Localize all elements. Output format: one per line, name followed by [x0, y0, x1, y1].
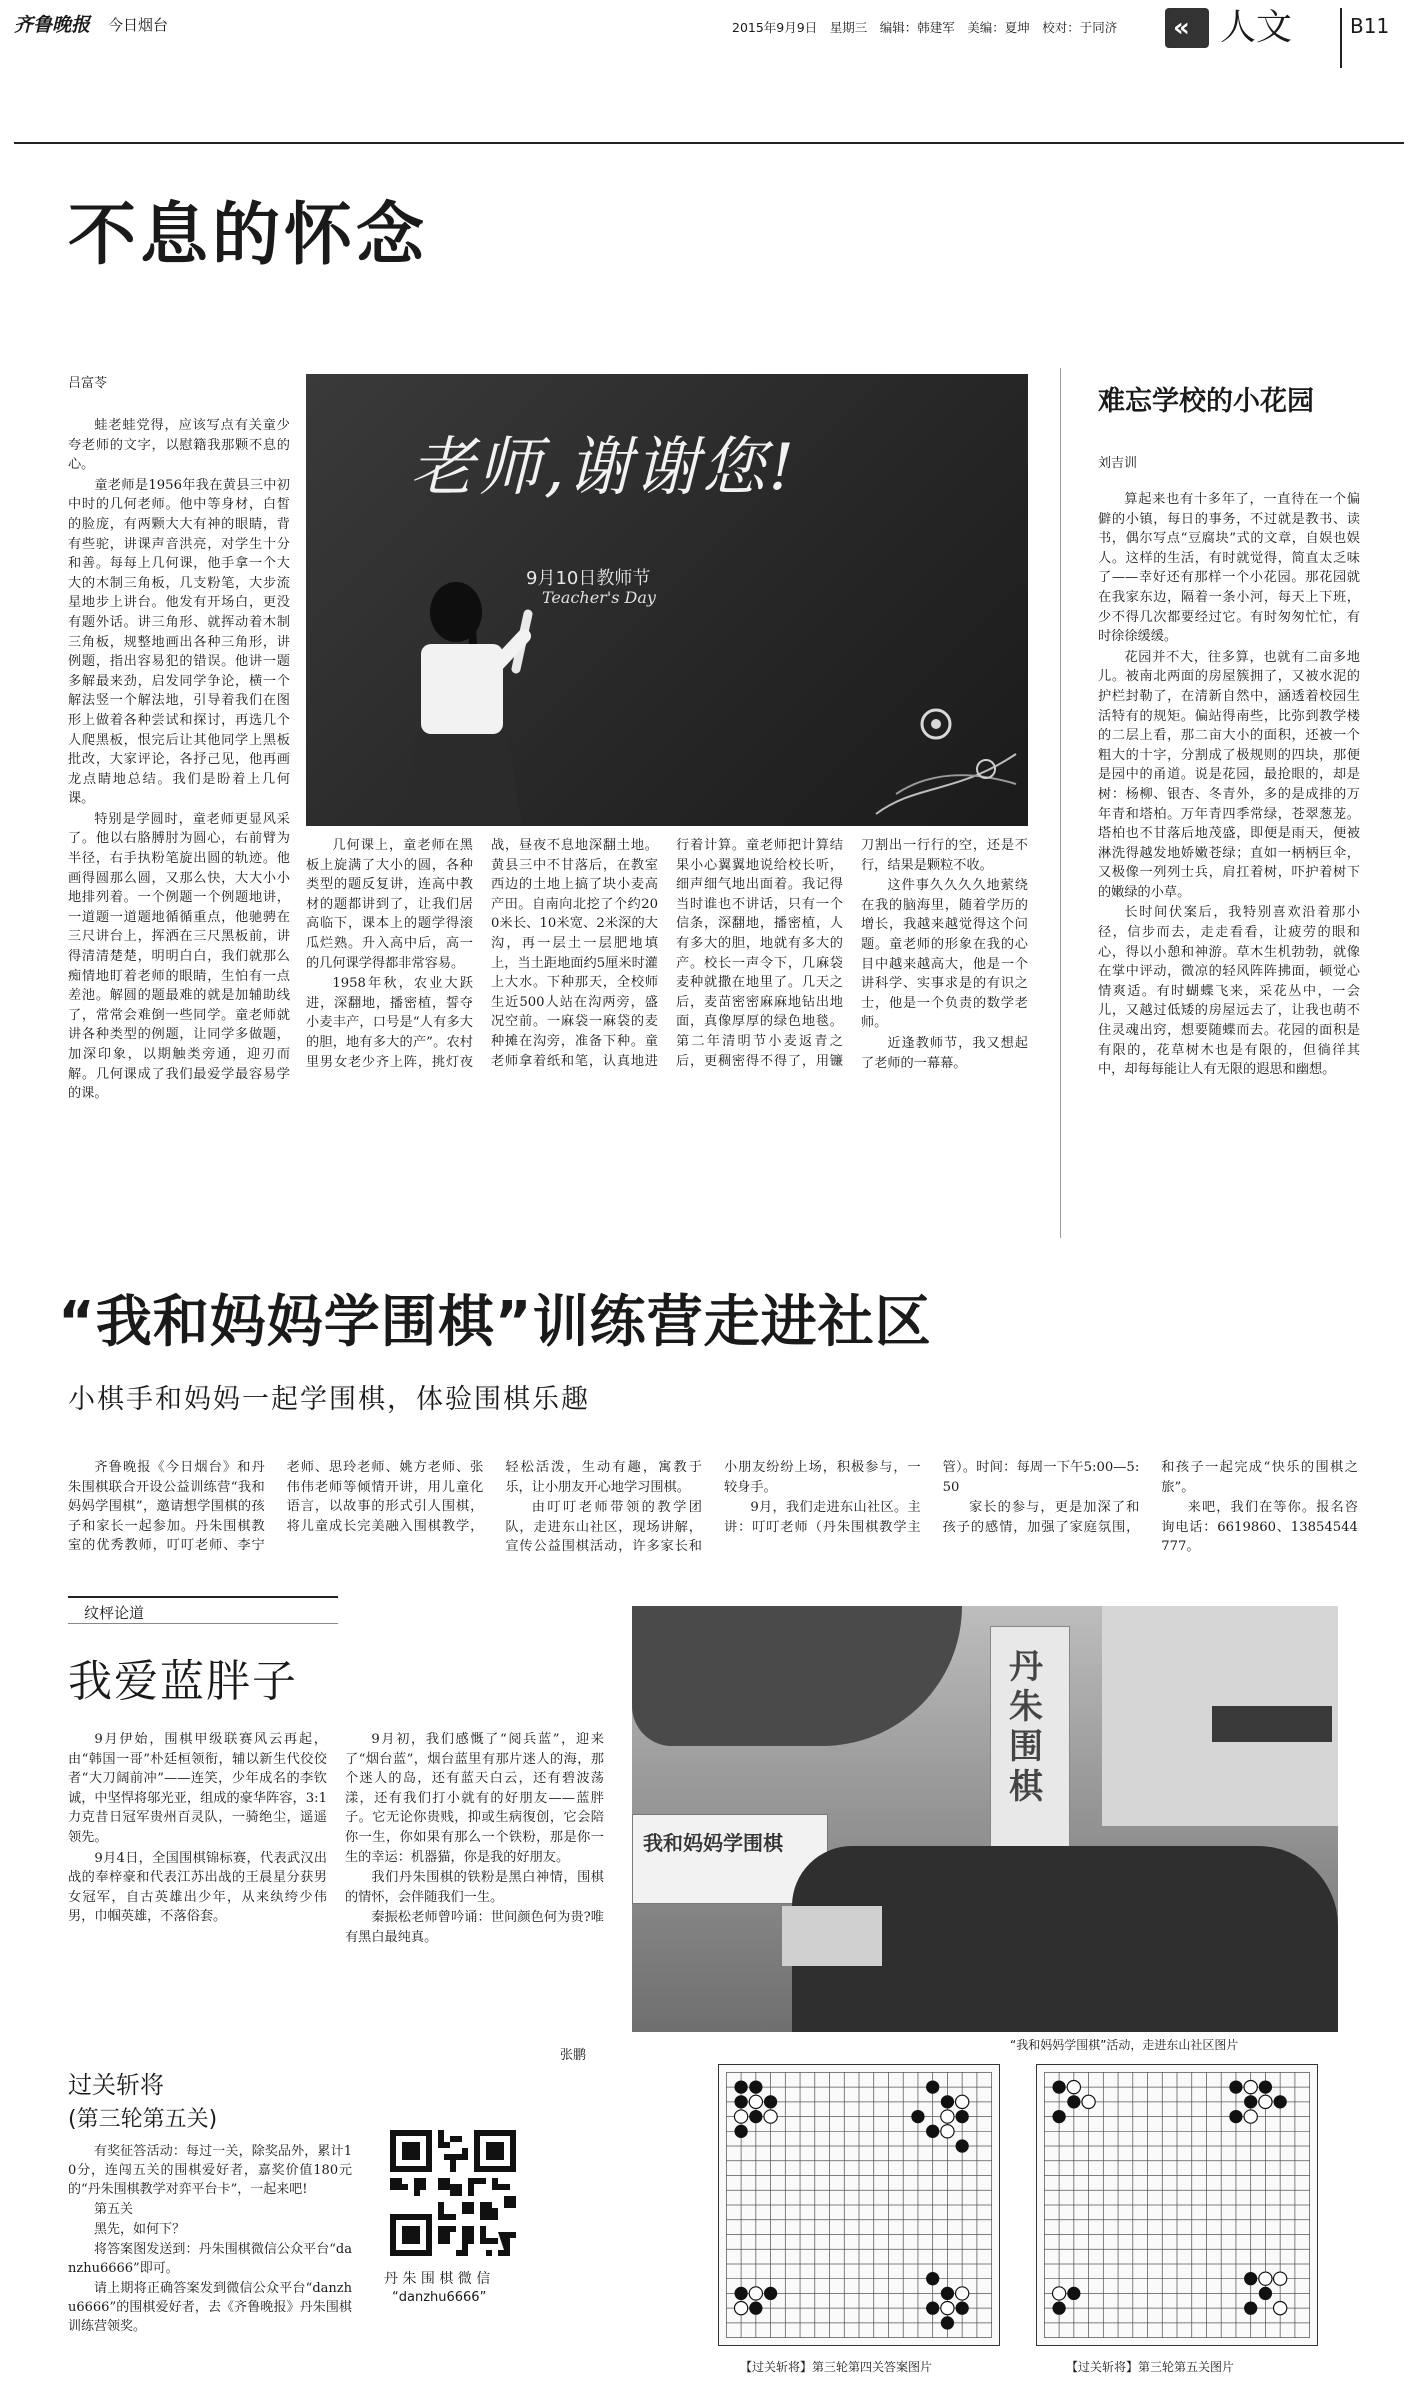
channel-name: 人文: [1220, 7, 1293, 48]
article2-paragraph: 长时间伏案后，我特别喜欢沿着那小径，信步而去，走走看看，让疲劳的眼和心，得以小憩和神游。草木生机勃勃，就像在掌中评动，微凉的轻风阵阵拂面，顿觉心情爽适。有时蝴蝶飞来，采花丛中，一会儿，又越过低矮的房屋远去了，让我也萌不住灵魂出窍，想要随蝶而去。花园的面积是有限的，花草树木也是有限的，但徜徉其中，却每每能让人有无限的遐思和幽想。: [1098, 905, 1360, 1078]
column-signature: 张鹏: [560, 2048, 587, 2063]
go-board-table: [782, 1906, 882, 1966]
column-label-text: 纹枰论道: [84, 1604, 145, 1622]
girl-illustration: [376, 574, 546, 826]
vertical-banner: [990, 1626, 1070, 1876]
article3-paragraph: 家长的参与，更是加深了和孩子的感情，加强了家庭氛围，和孩子一起完成“快乐的围棋之旅”。: [942, 1460, 1358, 1535]
article2-title: 难忘学校的小花园: [1098, 386, 1314, 417]
puzzle-title: 过关斩将: [68, 2071, 164, 2099]
shop-sign: [1212, 1706, 1332, 1742]
article3-paragraph: 来吧，我们在等你。报名咨询电话：6619860、13854544777。: [1161, 1500, 1358, 1555]
puzzle-subtitle: (第三轮第五关): [68, 2107, 218, 2132]
article1-columns-lower: [306, 836, 1028, 1236]
puzzle-paragraph: 请上期将正确答案发到微信公众平台“danzhu6666”的围棋爱好者，去《齐鲁晚报》丹朱围棋训练营领奖。: [68, 2281, 352, 2334]
column-paragraph: 我们丹朱围棋的铁粉是黑白神情，围棋的情怀，会伴随我们一生。: [345, 1870, 604, 1905]
article3-paragraph: 由叮叮老师带领的教学团队，走进东山社区，现场讲解，宣传公益围棋活动，许多家长和小朋友纷纷上场，积极参与，一较身手。: [505, 1460, 921, 1555]
article1-paragraph: 这件事久久久久地萦绕在我的脑海里，随着学历的增长，我越来越觉得这个问题。童老师的形象在我的心目中越来越高大，他是一个讲科学、实事求是的有识之士，他是一个负责的数学老师。: [861, 878, 1028, 1031]
article1-title: 不息的怀念: [68, 196, 429, 275]
chalkboard-english: Teacher's Day: [542, 588, 656, 607]
qr-caption-line1: 丹 朱 围 棋 微 信: [384, 2271, 491, 2287]
article1-paragraph: 特别是学圆时，童老师更显风采了。他以右胳膊肘为圆心，右前臂为半径，右手执粉笔旋出圆的轨迹。他画得圆那么圆，又那么快，大大小小地排列着。一个例题一个例题地讲，一道题一道题地循循重点，他驰骋在三尺讲台上，挥洒在三尺黑板前，讲得清清楚楚，明明白白，我们就那么痴情地盯着老师的眼睛，生怕有一点差池。解圆的题最难的就是加辅助线了，常常会难倒一些同学。童老师就讲各种类型的例题，让同学多做题，加深印象，以期触类旁通，迎刃而解。几何课成了我们最爱学最容易学的课。: [68, 811, 290, 1102]
tree-canopy: [632, 1606, 962, 1746]
masthead: 齐鲁晚报: [14, 14, 91, 36]
go-board-answer: [718, 2064, 1000, 2346]
community-photo-caption: “我和妈妈学围棋”活动，走进东山社区图片: [1010, 2038, 1239, 2052]
page-number: B11: [1350, 14, 1390, 38]
article1-paragraph: 蛙老蛙党得，应该写点有关童少夸老师的文字，以慰籍我那颗不息的心。: [68, 418, 290, 473]
article3-paragraph: 9月，我们走进东山社区。主讲：叮叮老师（丹朱围棋教学主管）。时间：每周一下午5:00—5:50: [723, 1460, 1140, 1535]
go-board-answer-diagram: [719, 2065, 999, 2345]
event-banner-text: 我和妈妈学围棋: [643, 1831, 783, 1855]
go-board-puzzle: [1036, 2064, 1318, 2346]
chevron-left-icon: «: [1173, 13, 1190, 43]
column-label: [68, 1596, 338, 1624]
channel-badge: [1165, 8, 1209, 48]
puzzle-paragraph: 有奖征答活动：每过一关，除奖品外，累计10分，连闯五关的围棋爱好者，嘉奖价值180元的“丹朱围棋教学对弈平台卡”，一起来吧!: [68, 2144, 352, 2197]
column-body: [68, 1730, 604, 2050]
puzzle-paragraph: 第五关: [94, 2202, 134, 2217]
article1-paragraph: 1958年秋，农业大跃进，深翻地，播密植，誓夺小麦丰产，口号是“人有多大的胆，地有多大的产”。农村里男女老少齐上阵，挑灯夜战，昼夜不息地深翻土地。黄县三中不甘落后，在教室西边的土地上搞了块小麦高产田。自南向北挖了个约200米长、10米宽、2米深的大沟，再一层土一层肥地填上，当土距地面约5厘米时灌上大水。下种那天，全校师生近500人站在沟两旁，盛况空前。一麻袋一麻袋的麦种摊在沟旁，准备下种。童老师拿着纸和笔，认真地进行着计算。童老师把计算结果小心翼翼地说给校长听，细声细气地出面着。我记得当时谁也不讲话，只有一个信条，深翻地，播密植，人有多大的胆，地就有多大的产。校长一声令下，几麻袋麦种就撒在地里了。几天之后，麦苗密密麻麻地钻出地面，真像厚厚的绿色地毯。第二年清明节小麦返青之后，更稠密得不得了，用镰刀割出一行行的空，还是不行，结果是颗粒不收。: [306, 838, 1028, 1070]
puzzle-paragraph: 黑先，如何下？: [94, 2222, 186, 2237]
article2-side-rule: [1060, 368, 1061, 1238]
go-board-puzzle-caption: 【过关斩将】第三轮第五关图片: [1066, 2360, 1235, 2374]
article3-body: [68, 1458, 1358, 1588]
puzzle-body: [68, 2142, 352, 2352]
header-rule: [14, 142, 1404, 144]
go-board-answer-caption: 【过关斩将】第三轮第四关答案图片: [740, 2360, 933, 2374]
article3-subtitle: 小棋手和妈妈一起学围棋，体验围棋乐趣: [68, 1384, 590, 1415]
qr-caption-line2: “danzhu6666”: [392, 2290, 487, 2305]
column-paragraph: 9月伊始，围棋甲级联赛风云再起，由“韩国一哥”朴廷桓领衔，辅以新生代佼佼者“大刀阔前冲”——连笑，少年成名的李钦诚，中坚悍将邬光亚，组成的豪华阵容，3:1力克昔日冠军贵州百灵队，一骑绝尘，遥遥领先。: [68, 1732, 327, 1845]
article1-column-1: [68, 416, 290, 1236]
article1-paragraph: 近逢教师节，我又想起了老师的一幕幕。: [861, 1035, 1028, 1071]
article3-paragraph: 齐鲁晚报《今日烟台》和丹朱围棋联合开设公益训练营“我和妈妈学围棋”，邀请想学围棋的孩子和家长一起参加。丹朱围棋教室的优秀教师，叮叮老师、李宁老师、思玲老师、姚方老师、张伟伟老师等倾情开讲，用儿童化语言，以故事的形式引人围棋，将儿童成长完美融入围棋教学，轻松活泼，生动有趣，寓教于乐，让小朋友开心地学习围棋。: [68, 1460, 702, 1554]
teachers-day-photo: [306, 374, 1028, 826]
article2-body: [1098, 490, 1360, 1238]
edition-info: 2015年9月9日 星期三 编辑：韩建军 美编：夏坤 校对：于同济: [732, 20, 1118, 35]
article1-paragraph: 童老师是1956年我在黄县三中初中时的几何老师。他中等身材，白皙的脸庞，有两颗大大有神的眼睛，背有些驼，讲课声音洪亮，对学生十分和善。每每上几何课，他手拿一个大大的木制三角板，几支粉笔，大步流星地步上讲台。他发有开场白，更没有题外话。讲三角形、就挥动着木制三角板，规整地画出各种三角形，讲例题，指出容易犯的错误。他讲一题多解最来劲，启发同学争论，横一个解法竖一个解法地，引导着我们在图形上做着各种尝试和探讨，再选几个人爬黑板，恨完后让其他同学上黑板批改，大家评论，各抒己见，他再画龙点睛地总结。我们是盼着上几何课。: [68, 477, 290, 807]
column-paragraph: 9月初，我们感慨了“阅兵蓝”，迎来了“烟台蓝”，烟台蓝里有那片迷人的海，那个迷人的岛，还有蓝天白云，还有碧波荡漾，还有我们打小就有的好朋友——蓝胖子。它无论你贵贱，抑或生病復创，它会陪你一生，你如果有那么一个铁粉，那是你一生的幸运：机器猫，你是我的好朋友。: [345, 1732, 604, 1865]
article1-paragraph: 几何课上，童老师在黑板上旋满了大小的圆，各种类型的题反复讲，连高中教材的题都讲到了，让我们居高临下，课本上的题学得滚瓜烂熟。升入高中后，高一的几何课学得都非常容易。: [306, 838, 473, 971]
go-board-puzzle-diagram: [1037, 2065, 1317, 2345]
flower-ornament: [866, 674, 1026, 824]
qr-code: [390, 2130, 516, 2256]
chalkboard-text: 老师,谢谢您!: [410, 431, 798, 505]
vertical-banner-text: 丹朱围棋: [1009, 1647, 1043, 1807]
puzzle-paragraph: 将答案图发送到：丹朱围棋微信公众平台“danzhu6666”即可。: [68, 2242, 352, 2276]
header-vertical-divider: [1340, 8, 1342, 68]
article3-title: “我和妈妈学围棋”训练营走进社区: [58, 1290, 932, 1355]
article1-author: 吕富苓: [68, 376, 108, 391]
chalkboard-date: 9月10日教师节: [526, 568, 651, 589]
article2-paragraph: 花园并不大，往多算，也就有二亩多地儿。被南北两面的房屋簇拥了，又被水泥的护栏封勒了，在清新自然中，涵透着校园生活特有的规矩。偏站得南些，比弥到教学楼的二层上看，那二亩大小的面积，还被一个粗大的十字，分割成了极规则的四块，那便是园中的甬道。说是花园，最抢眼的，却是树：杨柳、银杏、冬青外，多的是成排的万年青和塔柏。万年青四季常绿，苍翠葱茏。塔柏也不甘落后地茂盛，即便是雨天，便被淋洗得越发地娇嫩苍绿；直如一柄柄巨伞，又极像一列列士兵，肩扛着树，吓护着树下的嫩绿的小草。: [1098, 649, 1360, 900]
article2-paragraph: 算起来也有十多年了，一直待在一个偏僻的小镇，每日的事务，不过就是教书、读书，偶尔写点“豆腐块”式的文章，自娱也娱人。这样的生活，有时就觉得，简直太乏味了——幸好还有那样一个小花园。那花园就在我家东边，隔着一条小河，每天上下班，少不得几次都要经过它。有时匆匆忙忙，有时徐徐缓缓。: [1098, 492, 1360, 645]
column-paragraph: 9月4日，全国围棋锦标赛，代表武汉出战的奉梓豪和代表江苏出战的王晨星分获男女冠军，自古英雄出少年，从来纨绔少伟男，巾帼英雄，不落俗套。: [68, 1850, 327, 1925]
column-title: 我爱蓝胖子: [68, 1656, 298, 1707]
article2-author: 刘吉训: [1098, 456, 1138, 471]
column-paragraph: 秦振松老师曾吟诵：世间颜色何为贵?唯有黑白最纯真。: [345, 1910, 604, 1945]
community-event-photo: [632, 1606, 1338, 2032]
section-name: 今日烟台: [108, 16, 169, 34]
